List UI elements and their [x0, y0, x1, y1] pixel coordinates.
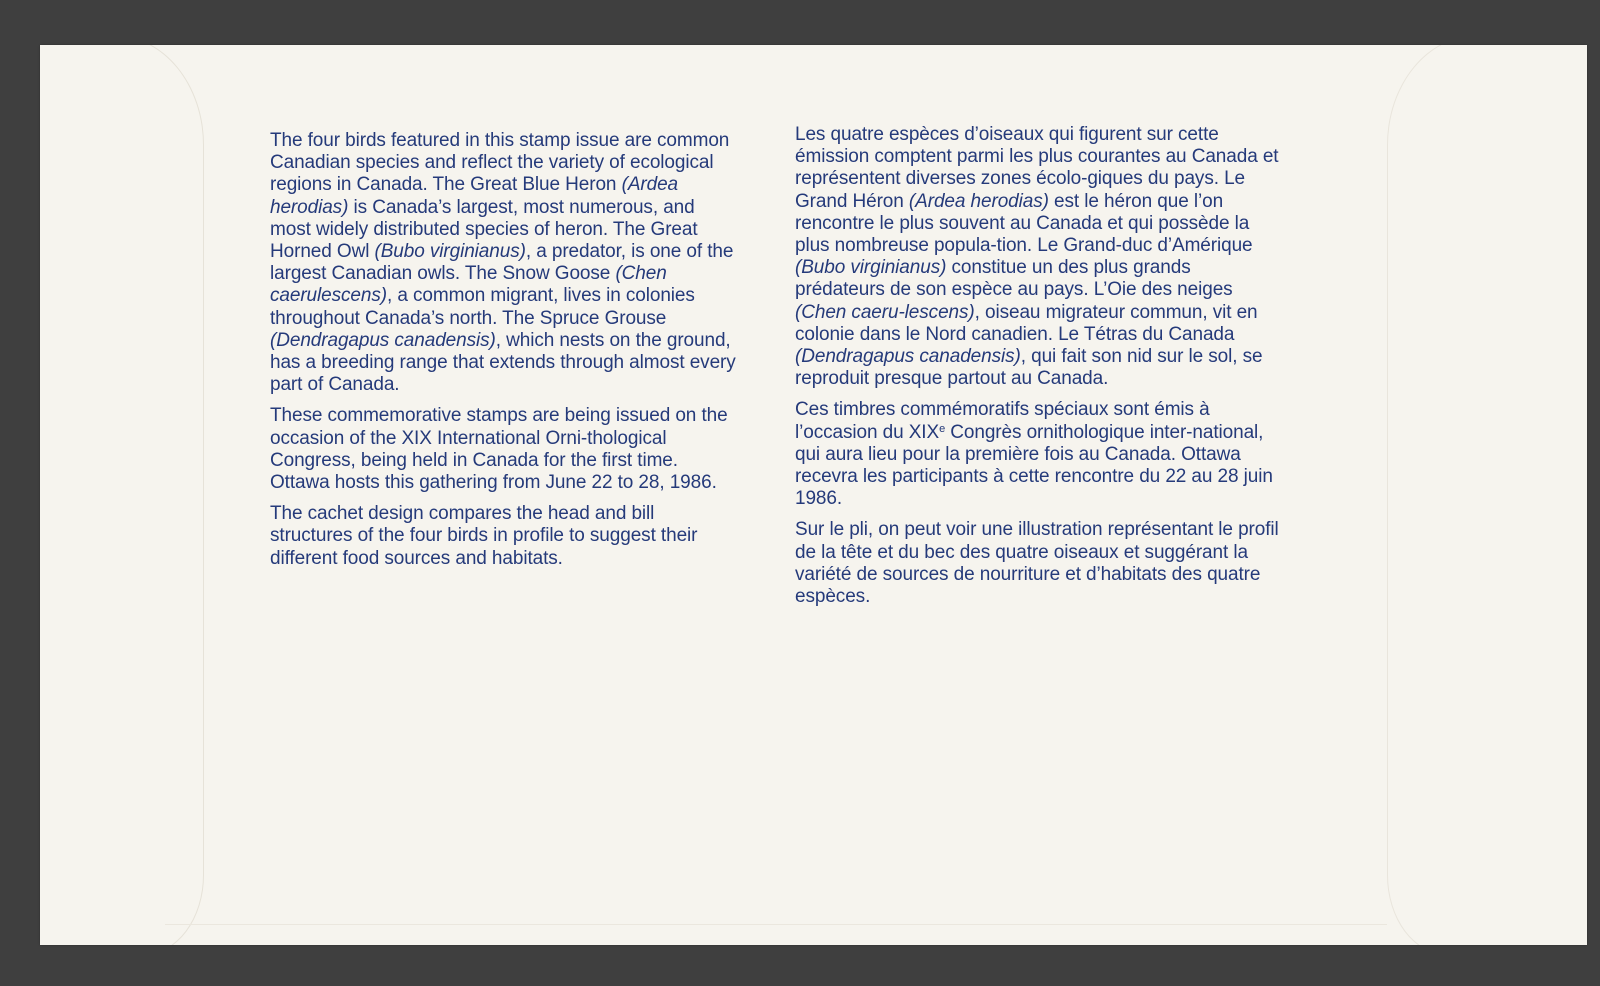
superscript: e — [939, 422, 946, 435]
species-latin-name: (Dendragapus canadensis) — [270, 329, 496, 351]
right-flap-crease — [1387, 45, 1587, 945]
french-paragraph-3: Sur le pli, on peut voir une illustration représentant le profil de la tête et du bec des quatre oiseaux et suggérant la variété de sources de nourriture et d’habitats des quatre espèces. — [795, 519, 1279, 608]
french-text-column — [795, 124, 1285, 617]
bottom-flap-crease — [165, 924, 1387, 925]
text-run: Les quatre espèces d’oiseaux qui figurent sur cette émission comptent parmi les plus courantes au Canada et représentent diverses zones écolo-giques du pays. Le Grand Héron — [795, 124, 1279, 212]
species-latin-name: (Chen caerulescens) — [270, 263, 667, 307]
english-paragraph-1 — [270, 130, 740, 396]
text-run: constitue un des plus grands prédateurs de son espèce au pays. L’Oie des neiges — [795, 257, 1233, 301]
species-latin-name: (Ardea herodias) — [908, 190, 1049, 212]
species-latin-name: (Ardea herodias) — [270, 174, 679, 218]
text-run: , a predator, is one of the largest Canadian owls. The Snow Goose — [270, 241, 734, 285]
text-run: , which nests on the ground, has a breeding range that extends through almost every part of Canada. — [270, 329, 736, 396]
english-paragraph-2: These commemorative stamps are being issued on the occasion of the XIX International Orni-thological Congress, being held in Canada for the first time. Ottawa hosts this gathering from June 22 to 28, 1986. — [270, 405, 728, 494]
species-latin-name: (Chen caeru-lescens) — [795, 301, 975, 323]
text-run: , oiseau migrateur commun, vit en colonie dans le Nord canadien. Le Tétras du Canada — [795, 301, 1258, 345]
french-paragraph-2 — [795, 399, 1285, 510]
text-run: The four birds featured in this stamp issue are common Canadian species and reflect the variety of ecological regions in Canada. The Great Blue Heron — [270, 130, 730, 196]
species-latin-name: (Bubo virginianus) — [374, 241, 526, 263]
english-text-column — [270, 130, 740, 579]
french-paragraph-1 — [795, 124, 1285, 390]
text-run: , qui fait son nid sur le sol, se reproduit presque partout au Canada. — [795, 346, 1263, 390]
species-latin-name: (Bubo virginianus) — [795, 257, 947, 279]
text-run: is Canada’s largest, most numerous, and most widely distributed species of heron. The Great Horned Owl — [270, 196, 698, 263]
species-latin-name: (Dendragapus canadensis) — [795, 346, 1021, 368]
text-run: Congrès ornithologique inter-national, qui aura lieu pour la première fois au Canada. Ottawa recevra les participants à cette rencontre du 22 au 28 juin 1986. — [795, 421, 1273, 510]
text-run: Ces timbres commémoratifs spéciaux sont émis à l’occasion du XIX — [795, 399, 1210, 443]
text-run: est le héron que l’on rencontre le plus souvent au Canada et qui possède la plus nombreuse popula-tion. Le Grand-duc d’Amérique — [795, 190, 1253, 257]
text-run: , a common migrant, lives in colonies throughout Canada’s north. The Spruce Grouse — [270, 285, 695, 329]
left-flap-crease — [40, 45, 204, 945]
english-paragraph-3: The cachet design compares the head and bill structures of the four birds in profile to suggest their different food sources and habitats. — [270, 503, 698, 569]
